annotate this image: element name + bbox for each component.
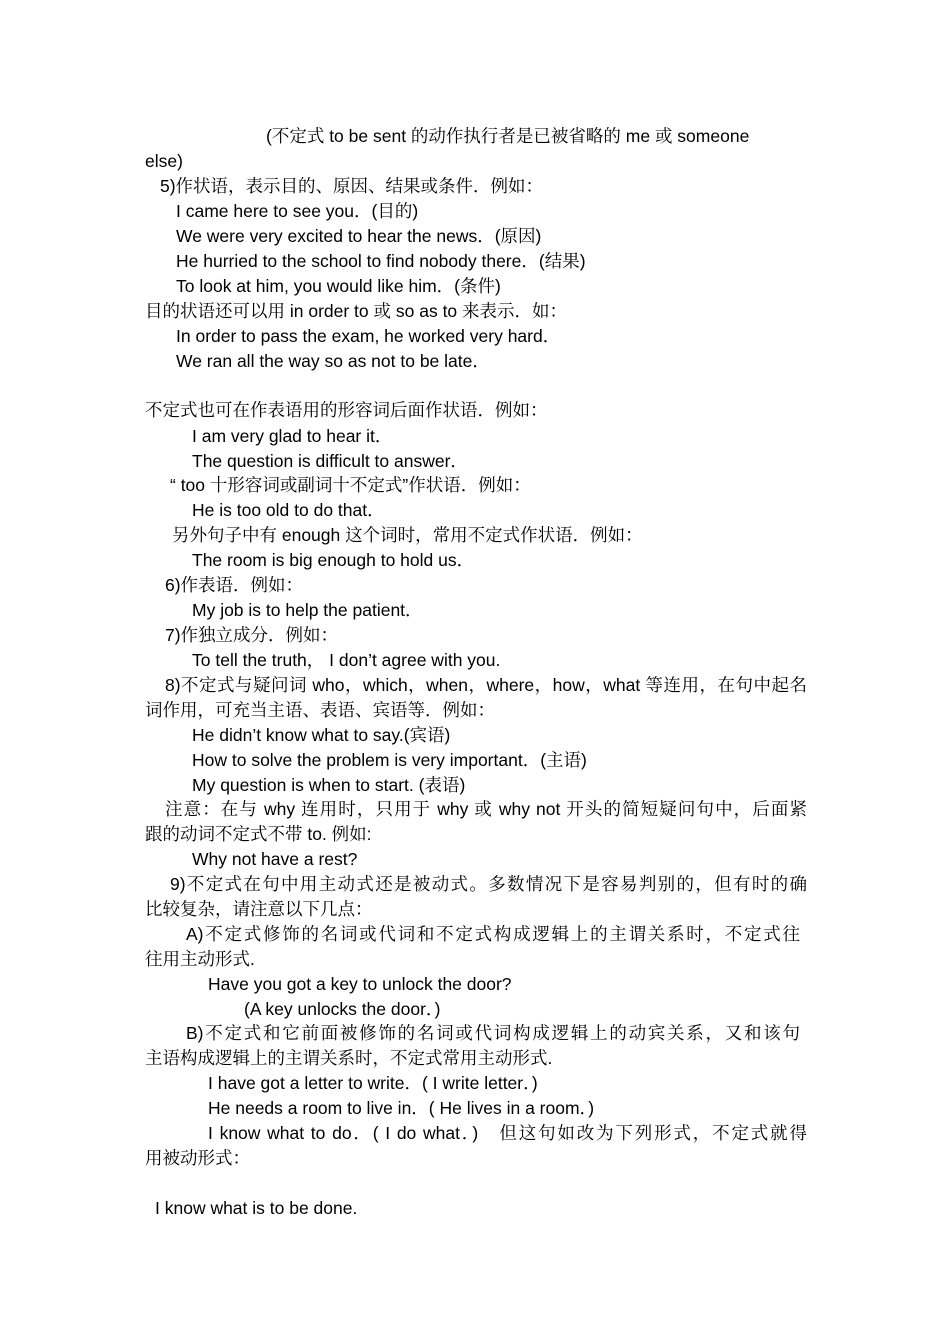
example-sentence: The room is big enough to hold us．	[192, 550, 475, 570]
section-heading: 9)不定式在句中用主动式还是被动式。多数情况下是容易判别的，但有时的确	[170, 874, 807, 894]
example-sentence: He needs a room to live in．( He lives in a room．)	[208, 1098, 595, 1118]
section-heading: 5)作状语，表示目的、原因、结果或条件．例如：	[160, 176, 544, 196]
text-line: 用被动形式：	[145, 1148, 250, 1168]
subsection-heading: B)不定式和它前面被修饰的名词或代词构成逻辑上的动宾关系，又和该句	[186, 1023, 800, 1043]
text-line: else)	[145, 151, 183, 171]
text-line: 往用主动形式.	[145, 949, 255, 969]
text-line: 比较复杂，请注意以下几点：	[145, 899, 373, 919]
example-sentence: I know what to do．( I do what．) 但这句如改为下列形式，不定式就得	[208, 1123, 807, 1143]
example-sentence: My job is to help the patient．	[192, 600, 423, 620]
example-sentence: To look at him, you would like him．(条件)	[176, 276, 501, 296]
example-sentence: Have you got a key to unlock the door?	[208, 974, 512, 994]
example-sentence: In order to pass the exam, he worked very hard．	[176, 326, 561, 346]
example-sentence: My question is when to start. (表语)	[192, 775, 466, 795]
example-sentence: To tell the truth， I don’t agree with you.	[192, 650, 501, 670]
example-sentence: I came here to see you．(目的)	[176, 201, 419, 221]
example-sentence: I am very glad to hear it．	[192, 426, 393, 446]
example-sentence: I know what is to be done.	[155, 1198, 358, 1218]
section-heading: 6)作表语．例如：	[165, 575, 304, 595]
example-sentence: He didn’t know what to say.(宾语)	[192, 725, 451, 745]
example-sentence: He is too old to do that．	[192, 500, 385, 520]
text-line: 目的状语还可以用 in order to 或 so as to 来表示．如：	[145, 301, 568, 321]
example-sentence: Why not have a rest?	[192, 849, 358, 869]
text-line: 主语构成逻辑上的主谓关系时，不定式常用主动形式.	[145, 1048, 553, 1068]
example-sentence: The question is difficult to answer．	[192, 451, 468, 471]
text-line: 不定式也可在作表语用的形容词后面作状语．例如：	[145, 400, 548, 420]
text-line: 词作用，可充当主语、表语、宾语等．例如：	[145, 700, 495, 720]
section-heading: 7)作独立成分．例如：	[165, 625, 339, 645]
subsection-heading: A)不定式修饰的名词或代词和不定式构成逻辑上的主谓关系时，不定式往	[186, 924, 800, 944]
section-heading: 8)不定式与疑问词 who，which，when，where，how，what 等连用，在句中起名	[165, 675, 807, 695]
text-line: “ too 十形容词或副词十不定式”作状语．例如：	[170, 475, 531, 495]
example-sentence: He hurried to the school to find nobody there．(结果)	[176, 251, 586, 271]
example-sentence: How to solve the problem is very important．(主语)	[192, 750, 587, 770]
text-line: (不定式 to be sent 的动作执行者是已被省略的 me 或 someone	[266, 126, 750, 146]
example-sentence: We ran all the way so as not to be late．	[176, 351, 490, 371]
text-line: 另外句子中有 enough 这个词时，常用不定式作状语．例如：	[172, 525, 643, 545]
example-sentence: I have got a letter to write．( I write letter．)	[208, 1073, 538, 1093]
example-sentence: (A key unlocks the door．)	[244, 999, 441, 1019]
note-line: 注意：在与 why 连用时，只用于 why 或 why not 开头的简短疑问句中，后面紧	[165, 799, 807, 819]
example-sentence: We were very excited to hear the news．(原因)	[176, 226, 542, 246]
text-line: 跟的动词不定式不带 to. 例如:	[145, 824, 372, 844]
